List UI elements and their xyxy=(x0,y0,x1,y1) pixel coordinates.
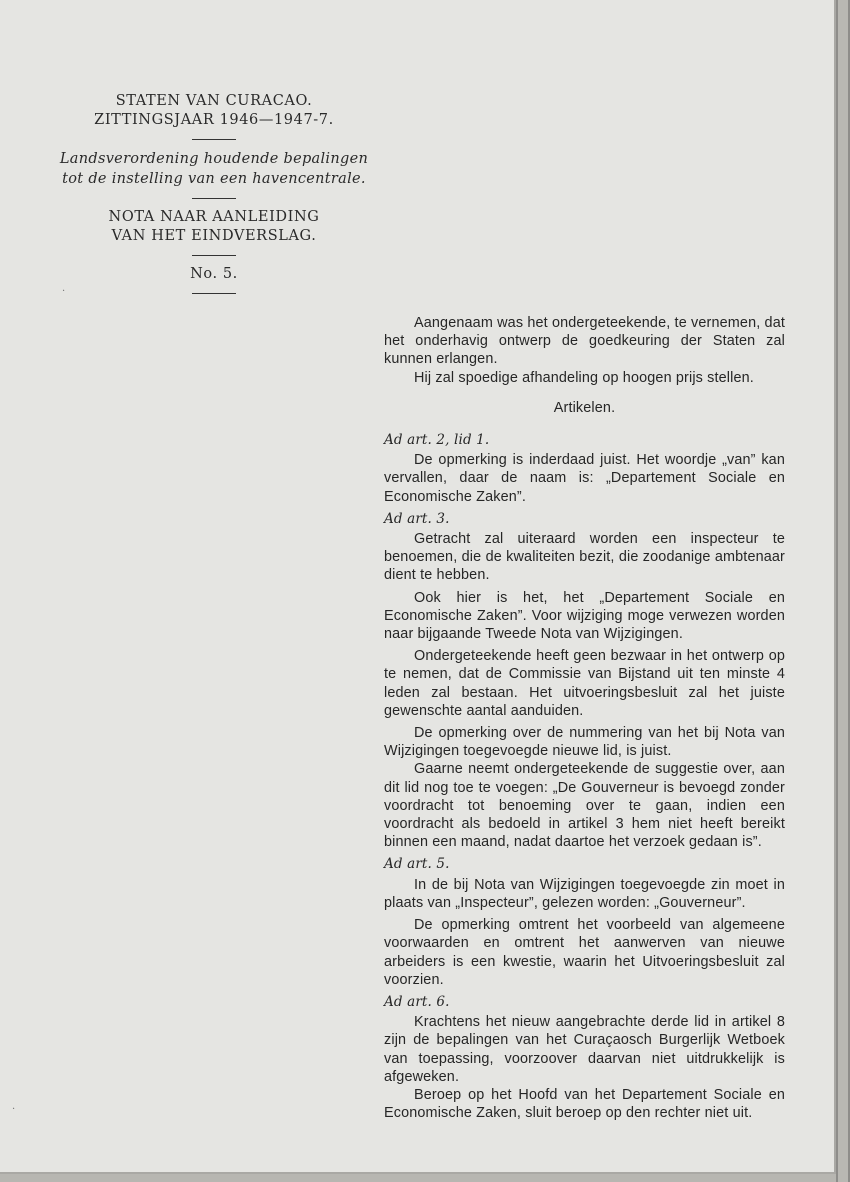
document-number: No. 5. xyxy=(190,266,238,282)
article-paragraph: De opmerking is inderdaad juist. Het woordje „van” kan vervallen, daar de naam is: „Departement Sociale en Economische Zaken”. xyxy=(384,452,785,505)
document-body xyxy=(384,314,785,1122)
intro-paragraph: Aangenaam was het ondergeteekende, te vernemen, dat het onderhavig ontwerp de goedkeuring der Staten zal kunnen erlangen. xyxy=(384,315,785,368)
article-paragraph: Ondergeteekende heeft geen bezwaar in het ontwerp op te nemen, dat de Commissie van Bijstand uit ten minste 4 leden zal bestaan. Het uitvoeringsbesluit zal het juiste gewenschte aantal aanduiden. xyxy=(384,648,785,719)
divider xyxy=(192,293,236,294)
article-paragraph: Beroep op het Hoofd van het Departement Sociale en Economische Zaken, sluit beroep op den rechter niet uit. xyxy=(384,1086,785,1122)
article-heading: Ad art. 5. xyxy=(384,856,450,873)
divider xyxy=(192,139,236,140)
divider xyxy=(192,255,236,256)
paper-speck: · xyxy=(12,1104,16,1115)
header-nota-line1: NOTA NAAR AANLEIDING xyxy=(108,209,320,225)
article-paragraph: De opmerking over de nummering van het bij Nota van Wijzigingen toegevoegde nieuwe lid, is juist. xyxy=(384,725,785,760)
header-title-line1: STATEN VAN CURACAO. xyxy=(115,93,313,109)
article-paragraph: De opmerking omtrent het voorbeeld van algemeene voorwaarden en omtrent het aanwerven van nieuwe arbeiders is een kwestie, waarin het Uitvoeringsbesluit zal voorzien. xyxy=(384,917,785,988)
article-paragraph: Krachtens het nieuw aangebrachte derde lid in artikel 8 zijn de bepalingen van het Curaçaosch Burgerlijk Wetboek van toepassing, voorzoover daarvan niet uitdrukkelijk is afgeweken. xyxy=(384,1014,785,1085)
article-heading: Ad art. 2, lid 1. xyxy=(384,432,490,449)
article-paragraph: Ook hier is het, het „Departement Sociale en Economische Zaken”. Voor wijziging moge verwezen worden naar bijgaande Tweede Nota van Wijzigingen. xyxy=(384,589,785,643)
section-heading: Artikelen. xyxy=(553,399,616,416)
document-header xyxy=(56,92,372,303)
article-heading: Ad art. 6. xyxy=(384,993,450,1010)
intro-paragraph: Hij zal spoedige afhandeling op hoogen prijs stellen. xyxy=(414,369,754,386)
article-paragraph: Gaarne neemt ondergeteekende de suggestie over, aan dit lid nog toe te voegen: „De Gouverneur is bevoegd zonder voordracht tot benoeming over te gaan, indien een voordracht als bedoeld in artikel 3 hem niet heeft bereikt binnen een maand, nadat daartoe het verzoek gedaan is”. xyxy=(384,761,785,851)
header-subject-line1: Landsverordening houdende bepalingen xyxy=(59,151,369,167)
header-nota-line2: VAN HET EINDVERSLAG. xyxy=(111,228,317,244)
divider xyxy=(192,198,236,199)
paper-speck: · xyxy=(62,286,66,297)
header-title-line2: ZITTINGSJAAR 1946—1947-7. xyxy=(94,112,334,128)
header-subject-line2: tot de instelling van een havencentrale. xyxy=(62,171,366,187)
article-paragraph: In de bij Nota van Wijzigingen toegevoegde zin moet in plaats van „Inspecteur”, gelezen worden: „Gouverneur”. xyxy=(384,876,785,911)
article-paragraph: Getracht zal uiteraard worden een inspecteur te benoemen, die de kwaliteiten bezit, die zoodanige ambtenaar dient te hebben. xyxy=(384,531,785,584)
article-heading: Ad art. 3. xyxy=(384,510,450,527)
scan-edge xyxy=(836,0,850,1182)
